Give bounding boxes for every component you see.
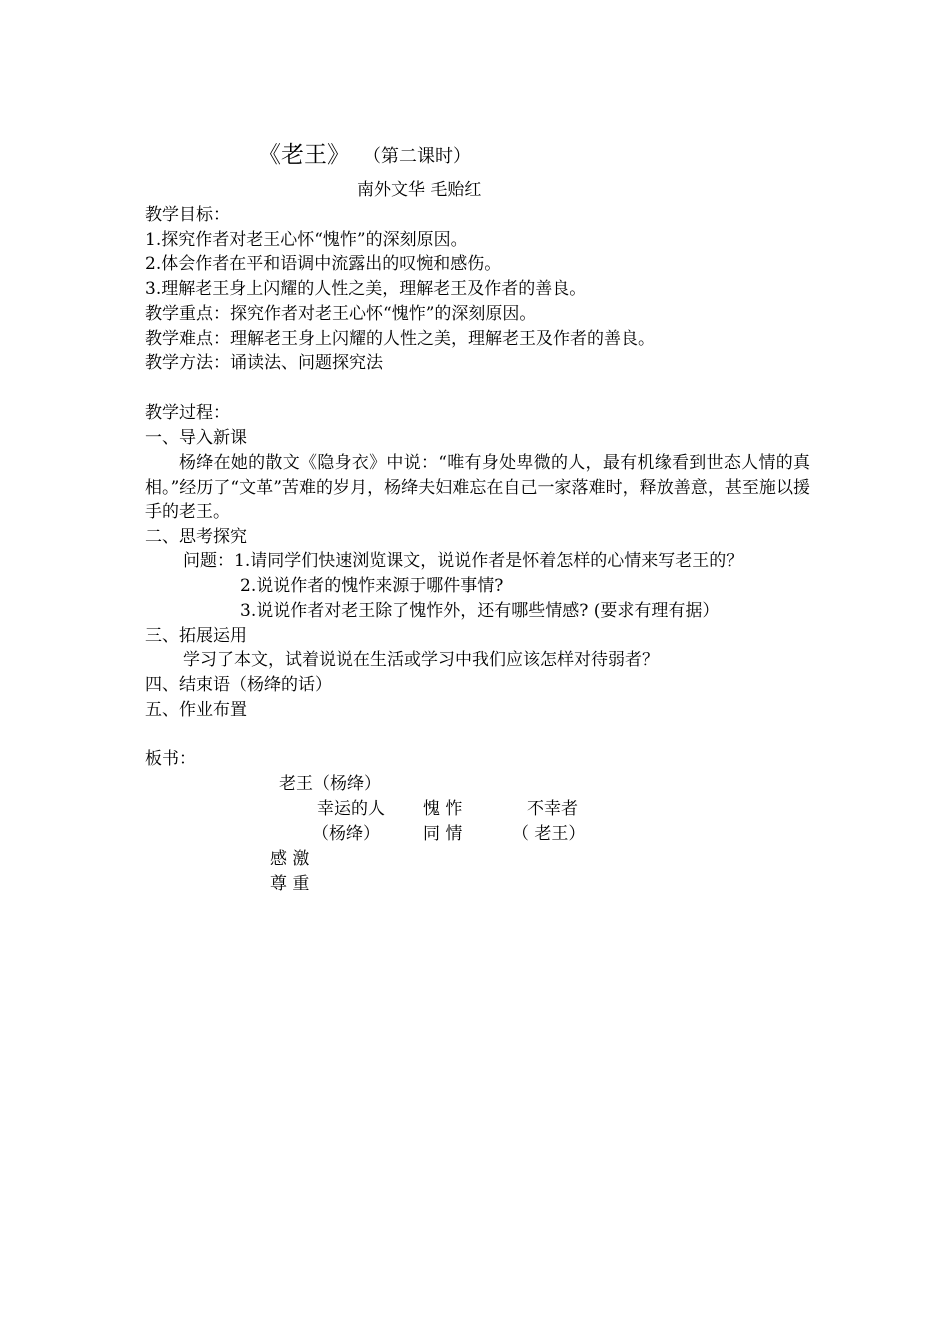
goal-item-1: 1.探究作者对老王心怀“愧怍”的深刻原因。 bbox=[145, 230, 468, 250]
teaching-method: 教学方法：诵读法、问题探究法 bbox=[145, 353, 383, 373]
board-heading: 板书： bbox=[145, 749, 196, 769]
process-heading: 教学过程： bbox=[145, 403, 230, 423]
board-unlucky-who: （ 老王） bbox=[512, 824, 586, 844]
question-2: 2.说说作者的愧怍来源于哪件事情? bbox=[240, 576, 504, 596]
section-1-paragraph: 杨绛在她的散文《隐身衣》中说：“唯有身处卑微的人，最有机缘看到世态人情的真相。”经历了“文革”苦难的岁月，杨绛夫妇难忘在自己一家落难时，释放善意，甚至施以援手的老王。 bbox=[145, 453, 810, 522]
board-sympathy: 同 情 bbox=[423, 824, 463, 844]
difficult-point: 教学难点：理解老王身上闪耀的人性之美，理解老王及作者的善良。 bbox=[145, 329, 655, 349]
board-shame: 愧 怍 bbox=[423, 799, 463, 819]
section-4-heading: 四、结束语（杨绛的话） bbox=[145, 675, 332, 695]
question-1: 问题：1.请同学们快速浏览课文，说说作者是怀着怎样的心情来写老王的？ bbox=[183, 551, 744, 571]
goal-item-3: 3.理解老王身上闪耀的人性之美，理解老王及作者的善良。 bbox=[145, 279, 587, 299]
board-lucky: 幸运的人 bbox=[317, 799, 385, 819]
goals-heading: 教学目标： bbox=[145, 205, 230, 225]
section-1-heading: 一、导入新课 bbox=[145, 428, 247, 448]
title-sub: （第二课时） bbox=[372, 146, 471, 167]
author-line: 南外文华 毛贻红 bbox=[357, 180, 482, 200]
goal-item-2: 2.体会作者在平和语调中流露出的叹惋和感伤。 bbox=[145, 254, 502, 274]
section-5-heading: 五、作业布置 bbox=[145, 700, 247, 720]
board-title: 老王（杨绛） bbox=[279, 774, 381, 794]
section-2-heading: 二、思考探究 bbox=[145, 527, 247, 547]
board-lucky-who: （杨绛） bbox=[312, 824, 380, 844]
title-main: 《老王》 bbox=[258, 142, 350, 168]
board-respect: 尊 重 bbox=[270, 874, 310, 894]
section-3-text: 学习了本文，试着说说在生活或学习中我们应该怎样对待弱者？ bbox=[183, 650, 659, 670]
board-unlucky: 不幸者 bbox=[527, 799, 578, 819]
question-3: 3.说说作者对老王除了愧怍外，还有哪些情感? (要求有理有据） bbox=[240, 601, 720, 621]
board-gratitude: 感 激 bbox=[270, 849, 310, 869]
document-title bbox=[258, 136, 471, 169]
key-point: 教学重点：探究作者对老王心怀“愧怍”的深刻原因。 bbox=[145, 304, 537, 324]
section-3-heading: 三、拓展运用 bbox=[145, 626, 247, 646]
